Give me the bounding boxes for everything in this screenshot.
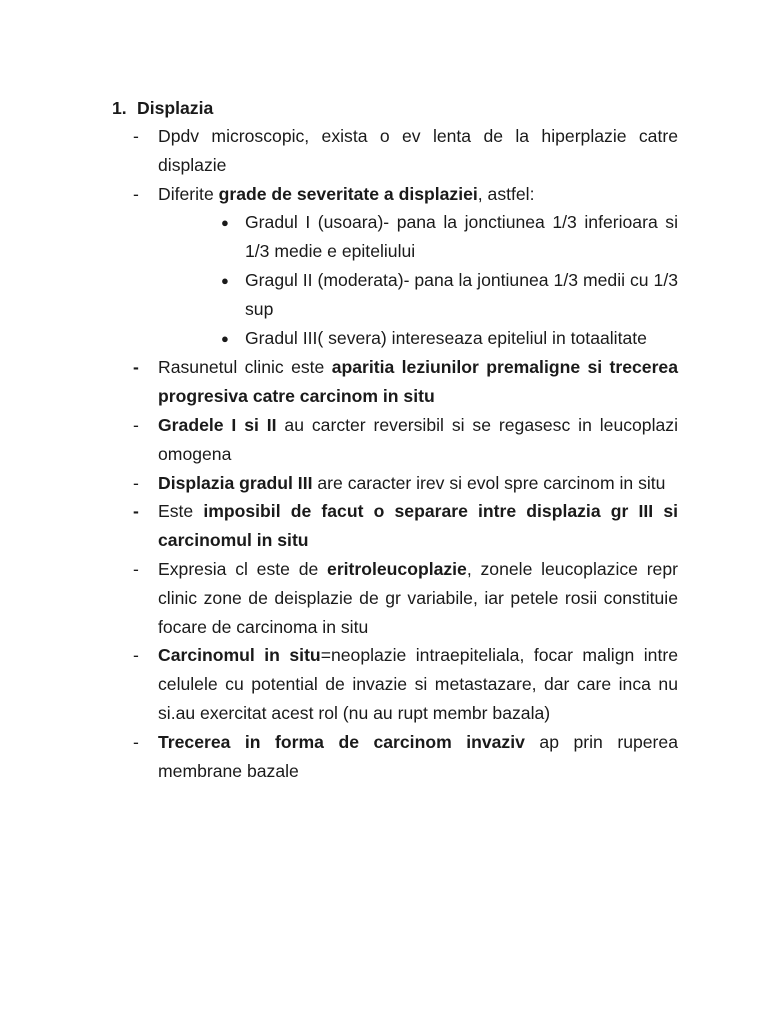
body-text: Dpdv microscopic, exista o ev lenta de la hiperplazie catre displazie xyxy=(158,126,678,175)
dash-marker: - xyxy=(133,731,139,752)
list-item xyxy=(112,469,678,498)
bullet-list xyxy=(158,208,678,353)
dash-marker: - xyxy=(133,501,139,522)
bold-text: Trecerea in forma de carcinom invaziv xyxy=(158,731,525,752)
section-title: Displazia xyxy=(137,98,214,118)
bullet-item xyxy=(158,208,678,266)
dash-marker: - xyxy=(133,414,139,435)
body-text: ap prin ruperea membrane bazale xyxy=(158,731,678,781)
body-text: =neoplazie intraepiteliala, focar malign intre celulele cu potential de invazie si metastazare, dar care inca nu si.au exercitat acest rol (nu au rupt membr bazala) xyxy=(158,645,678,723)
bold-text: imposibil de facut o separare intre displazia gr III si carcinomul in situ xyxy=(158,501,678,551)
body-text: Rasunetul clinic este xyxy=(158,357,332,378)
list-item xyxy=(112,122,678,180)
bullet-icon: ● xyxy=(221,331,229,347)
body-text: Este xyxy=(158,501,204,522)
dash-marker: - xyxy=(133,645,139,666)
list-item xyxy=(112,180,678,354)
dash-marker: - xyxy=(133,183,139,204)
dash-marker: - xyxy=(133,126,139,146)
body-text: , astfel: xyxy=(477,183,535,204)
bullet-item xyxy=(158,266,678,324)
list-item xyxy=(112,497,678,555)
bullet-icon: ● xyxy=(221,273,229,289)
list-item xyxy=(112,728,678,786)
section-heading xyxy=(112,94,213,122)
list-item xyxy=(112,353,678,411)
dash-marker: - xyxy=(133,558,139,579)
bold-text: eritroleucoplazie xyxy=(327,558,467,579)
bullet-icon: ● xyxy=(221,215,229,231)
bold-text: Carcinomul in situ xyxy=(158,645,321,666)
dash-marker: - xyxy=(133,472,139,493)
body-text: Diferite xyxy=(158,183,219,204)
body-text: are caracter irev si evol spre carcinom in situ xyxy=(312,472,666,493)
bold-text: grade de severitate a displaziei xyxy=(218,183,478,204)
list-item xyxy=(112,411,678,469)
list-item xyxy=(112,555,678,641)
body-text: au carcter reversibil si se regasesc in leucoplazi omogena xyxy=(158,414,678,464)
bullet-text: Gragul II (moderata)- pana la jontiunea 1/3 medii cu 1/3 sup xyxy=(245,270,678,320)
list-item xyxy=(112,641,678,727)
body-text: , zonele leucoplazice repr clinic zone de deisplazie de gr variabile, iar petele rosii constituie focare de carcinoma in situ xyxy=(158,558,678,637)
bold-text: Displazia gradul III xyxy=(158,472,313,493)
bold-text: Gradele I si II xyxy=(158,414,277,435)
body-text: Expresia cl este de xyxy=(158,558,328,579)
bullet-item xyxy=(158,324,678,353)
bullet-text: Gradul I (usoara)- pana la jonctiunea 1/3 inferioara si 1/3 medie e epiteliului xyxy=(245,212,678,262)
bold-text: aparitia leziunilor premaligne si trecerea progresiva catre carcinom in situ xyxy=(158,357,679,407)
dash-list xyxy=(112,122,678,785)
section-number: 1. xyxy=(112,98,127,118)
bullet-text: Gradul III( severa) intereseaza epiteliul in totaalitate xyxy=(245,328,647,349)
dash-marker: - xyxy=(133,357,139,378)
